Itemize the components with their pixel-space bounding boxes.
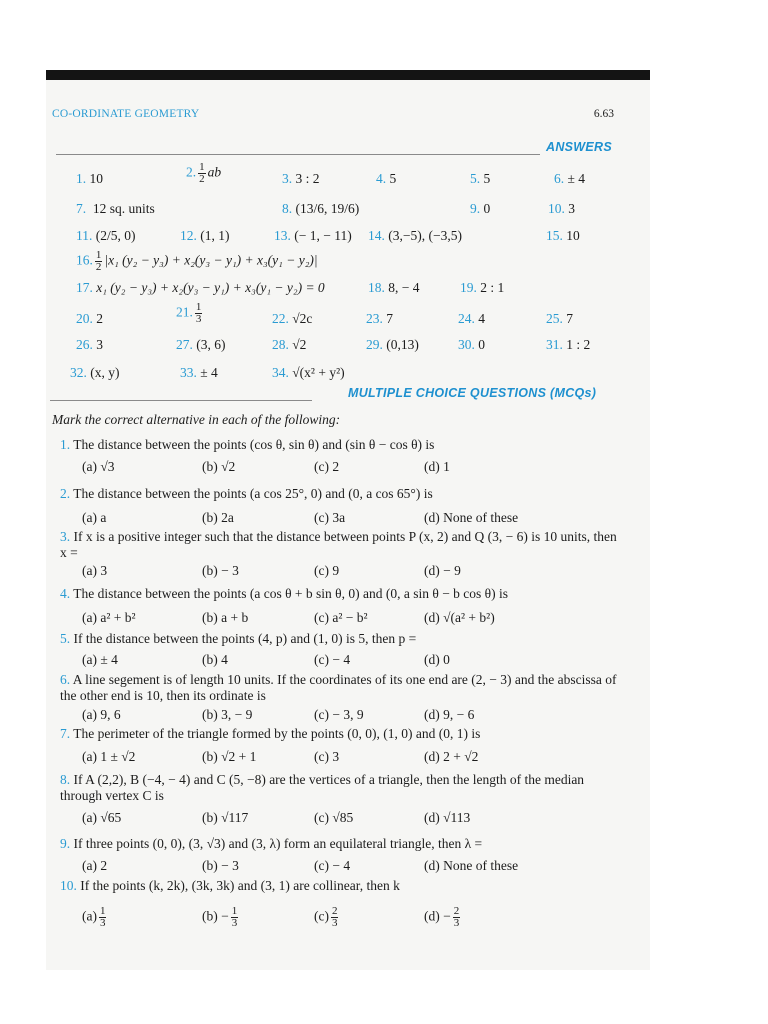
textbook-page: [46, 70, 650, 970]
fraction-numerator: 1: [99, 905, 106, 917]
question-text: A line segement is of length 10 units. If the coordinates of its one end are (2, − 3) and the abscissa of the other end is 10, then its ordinate is: [60, 672, 617, 703]
option-d: (d) 0: [424, 652, 450, 667]
answer-value: ab: [207, 164, 222, 180]
option-a: (a) √65: [82, 810, 122, 825]
options-q4: [82, 610, 642, 626]
answer-11: [76, 228, 136, 244]
question-text: If A (2,2), B (−4, − 4) and C (5, −8) are the vertices of a triangle, then the length of the median through vertex C is: [60, 772, 585, 803]
option-a: (a) ± 4: [82, 652, 118, 667]
question-text: The distance between the points (cos θ, sin θ) and (sin θ − cos θ) is: [73, 437, 435, 452]
answer-value: (− 1, − 11): [294, 228, 352, 243]
fraction: [198, 162, 206, 185]
option-c: (c) 9: [314, 563, 340, 578]
answer-number: 5.: [470, 171, 481, 186]
question-text: If the distance between the points (4, p) and (1, 0) is 5, then p =: [73, 631, 417, 646]
answer-value: 1 : 2: [566, 337, 591, 352]
answer-value: (3,−5), (−3,5): [388, 228, 462, 243]
question-5: [60, 631, 620, 647]
fraction: [99, 906, 107, 929]
option-b: (b) a + b: [202, 610, 249, 625]
answer-number: 26.: [76, 337, 93, 352]
answer-19: [460, 280, 504, 296]
answer-number: 20.: [76, 311, 93, 326]
question-number: 6.: [60, 672, 71, 687]
answer-number: 14.: [368, 228, 385, 243]
answer-number: 4.: [376, 171, 387, 186]
answer-18: [368, 280, 420, 296]
question-text: If the points (k, 2k), (3k, 3k) and (3, 1) are collinear, then k: [80, 878, 400, 893]
answer-number: 3.: [282, 171, 293, 186]
option-c: (c) − 3, 9: [314, 707, 364, 722]
answer-number: 30.: [458, 337, 475, 352]
options-q3: [82, 563, 642, 579]
option-b: (b) √117: [202, 810, 249, 825]
answer-value: √2c: [292, 311, 313, 326]
answer-23: [366, 311, 393, 327]
fraction-denominator: 2: [199, 173, 205, 185]
option-c: (c) a² − b²: [314, 610, 368, 625]
answer-17: [76, 280, 325, 296]
option-c: (c) √85: [314, 810, 354, 825]
answer-number: 15.: [546, 228, 563, 243]
answer-number: 25.: [546, 311, 563, 326]
option-a: (a) a² + b²: [82, 610, 136, 625]
answer-29: [366, 337, 419, 353]
option-c: (c) − 4: [314, 858, 351, 873]
answer-number: 24.: [458, 311, 475, 326]
answer-value: (0,13): [386, 337, 419, 352]
option-label: (a): [82, 908, 97, 924]
options-q9: [82, 858, 642, 874]
answer-13: [274, 228, 352, 244]
answer-number: 2.: [186, 164, 197, 180]
question-7: [60, 726, 620, 742]
option-b: (b) − 3: [202, 563, 239, 578]
fraction-numerator: 2: [331, 905, 338, 917]
answer-number: 29.: [366, 337, 383, 352]
option-d: (d) √(a² + b²): [424, 610, 495, 625]
answer-number: 31.: [546, 337, 563, 352]
answer-value: (x, y): [90, 365, 120, 380]
page-top-border: [46, 70, 650, 80]
option-d: (d) 2 + √2: [424, 749, 479, 764]
option-b: [202, 906, 240, 929]
question-text: If x is a positive integer such that the distance between points P (x, 2) and Q (3, − 6) is 10 units, then x =: [60, 529, 617, 560]
option-b: (b) √2 + 1: [202, 749, 257, 764]
mcq-instruction: Mark the correct alternative in each of the following:: [52, 412, 341, 427]
option-d: (d) 9, − 6: [424, 707, 475, 722]
answer-value: 12 sq. units: [92, 201, 155, 216]
fraction-denominator: 3: [99, 917, 106, 929]
option-c: (c) 3a: [314, 510, 346, 525]
answer-30: [458, 337, 485, 353]
fraction: [195, 302, 203, 325]
option-d: (d) − 9: [424, 563, 461, 578]
option-b: (b) 3, − 9: [202, 707, 253, 722]
answer-number: 16.: [76, 252, 93, 268]
fraction-denominator: 3: [453, 917, 460, 929]
option-d: (d) None of these: [424, 510, 519, 525]
answer-number: 17.: [76, 280, 93, 295]
option-b: (b) − 3: [202, 858, 239, 873]
fraction: [95, 250, 103, 273]
question-text: The distance between the points (a cos 25°, 0) and (0, a cos 65°) is: [73, 486, 433, 501]
answer-value: 0: [478, 337, 485, 352]
answer-25: [546, 311, 573, 327]
question-number: 7.: [60, 726, 71, 741]
fraction-numerator: 1: [231, 905, 238, 917]
answer-value: (3, 6): [196, 337, 226, 352]
option-c: (c) 3: [314, 749, 340, 764]
options-q10: [82, 906, 642, 936]
answers-title: ANSWERS: [546, 140, 612, 154]
answer-value: 7: [386, 311, 393, 326]
question-4: [60, 586, 620, 602]
option-c: [314, 906, 340, 929]
fraction-denominator: 3: [231, 917, 238, 929]
answer-number: 22.: [272, 311, 289, 326]
option-a: (a) 9, 6: [82, 707, 121, 722]
question-number: 4.: [60, 586, 71, 601]
question-10: [60, 878, 620, 894]
answer-number: 33.: [180, 365, 197, 380]
answer-24: [458, 311, 485, 327]
answer-3: [282, 171, 320, 187]
answers-rule: [56, 154, 540, 155]
answer-6: [554, 171, 585, 187]
answer-number: 9.: [470, 201, 481, 216]
fraction: [331, 906, 339, 929]
question-9: [60, 836, 620, 852]
question-number: 10.: [60, 878, 77, 893]
question-number: 9.: [60, 836, 71, 851]
answer-value: |x₁ (y₂ − y₃) + x₂(y₃ − y₁) + x₃(y₁ − y₂)|: [104, 252, 318, 268]
answer-8: [282, 201, 359, 217]
options-q1: [82, 459, 642, 475]
answer-number: 8.: [282, 201, 293, 216]
answer-value: (13/6, 19/6): [295, 201, 360, 216]
option-a: (a) a: [82, 510, 107, 525]
answer-number: 23.: [366, 311, 383, 326]
option-c: (c) − 4: [314, 652, 351, 667]
option-b: (b) 4: [202, 652, 228, 667]
answer-value: 3 : 2: [295, 171, 320, 186]
answer-value: 3: [96, 337, 103, 352]
answer-31: [546, 337, 590, 353]
answer-value: 0: [483, 201, 491, 216]
answer-33: [180, 365, 218, 381]
fraction-numerator: 1: [199, 161, 205, 173]
answer-number: 11.: [76, 228, 93, 243]
question-2: [60, 486, 620, 502]
question-number: 5.: [60, 631, 71, 646]
answer-number: 19.: [460, 280, 477, 295]
mcq-title: MULTIPLE CHOICE QUESTIONS (MCQs): [348, 386, 597, 400]
answer-34: [272, 365, 345, 381]
answer-number: 6.: [554, 171, 565, 186]
fraction: [231, 906, 239, 929]
options-q7: [82, 749, 642, 765]
fraction-denominator: 3: [195, 313, 202, 325]
option-d: [424, 906, 462, 929]
answer-2: [186, 162, 221, 185]
answer-12: [180, 228, 230, 244]
fraction-numerator: 1: [195, 301, 202, 313]
answer-number: 34.: [272, 365, 289, 380]
option-d: (d) 1: [424, 459, 450, 474]
fraction-numerator: 2: [453, 905, 460, 917]
answer-27: [176, 337, 226, 353]
answer-number: 1.: [76, 171, 87, 186]
answer-value: 10: [566, 228, 580, 243]
options-q2: [82, 510, 642, 526]
answer-32: [70, 365, 120, 381]
answer-number: 32.: [70, 365, 87, 380]
answer-21: [176, 302, 204, 325]
answer-value: 4: [478, 311, 485, 326]
answer-number: 27.: [176, 337, 193, 352]
answer-number: 7.: [76, 201, 87, 216]
question-number: 8.: [60, 772, 71, 787]
option-b: (b) 2a: [202, 510, 234, 525]
option-b: (b) √2: [202, 459, 236, 474]
fraction: [453, 906, 461, 929]
answer-14: [368, 228, 462, 244]
answer-number: 21.: [176, 304, 193, 320]
answer-16: [76, 250, 318, 273]
answer-28: [272, 337, 306, 353]
mcq-rule: [50, 400, 312, 401]
answer-value: 8, − 4: [388, 280, 420, 295]
answer-7: [76, 201, 155, 217]
option-a: (a) √3: [82, 459, 115, 474]
fraction-numerator: 1: [95, 249, 102, 261]
fraction-denominator: 3: [331, 917, 338, 929]
page-number: 6.63: [593, 108, 614, 120]
answer-22: [272, 311, 312, 327]
answer-value: 2: [96, 311, 103, 326]
option-a: (a) 2: [82, 858, 108, 873]
option-d: (d) √113: [424, 810, 471, 825]
answer-value: 2 : 1: [480, 280, 505, 295]
question-text: The perimeter of the triangle formed by the points (0, 0), (1, 0) and (0, 1) is: [73, 726, 481, 741]
answer-value: 7: [566, 311, 573, 326]
fraction-denominator: 2: [95, 261, 102, 273]
answer-4: [376, 171, 396, 187]
question-8: [60, 772, 620, 804]
question-1: [60, 437, 620, 453]
answer-value: 5: [389, 171, 397, 186]
question-3: [60, 529, 620, 561]
answer-value: (2/5, 0): [95, 228, 136, 243]
answer-9: [470, 201, 490, 217]
answer-15: [546, 228, 580, 244]
option-a: (a) 1 ± √2: [82, 749, 136, 764]
answer-number: 18.: [368, 280, 385, 295]
answer-1: [76, 171, 103, 187]
option-d: (d) None of these: [424, 858, 519, 873]
options-q8: [82, 810, 642, 826]
answer-value: 10: [89, 171, 103, 186]
option-label: (c): [314, 908, 329, 924]
answer-value: (1, 1): [200, 228, 230, 243]
question-number: 1.: [60, 437, 71, 452]
question-text: If three points (0, 0), (3, √3) and (3, λ) form an equilateral triangle, then λ =: [73, 836, 483, 851]
answer-value: ± 4: [200, 365, 218, 380]
option-a: [82, 906, 108, 929]
question-6: [60, 672, 620, 704]
option-c: (c) 2: [314, 459, 340, 474]
options-q6: [82, 707, 642, 723]
question-number: 3.: [60, 529, 71, 544]
answer-10: [548, 201, 575, 217]
answer-26: [76, 337, 103, 353]
answer-value: ± 4: [567, 171, 586, 186]
answer-value: 5: [483, 171, 491, 186]
answer-value: x₁ (y₂ − y₃) + x₂(y₃ − y₁) + x₃(y₁ − y₂) = 0: [96, 280, 325, 295]
chapter-header: CO-ORDINATE GEOMETRY: [52, 108, 200, 120]
answer-number: 10.: [548, 201, 565, 216]
question-text: The distance between the points (a cos θ + b sin θ, 0) and (0, a sin θ − b cos θ) is: [73, 586, 509, 601]
option-a: (a) 3: [82, 563, 108, 578]
answer-5: [470, 171, 490, 187]
answer-20: [76, 311, 103, 327]
answer-value: √2: [292, 337, 307, 352]
answer-value: √(x² + y²): [292, 365, 345, 380]
option-label: (b) −: [202, 908, 229, 924]
question-number: 2.: [60, 486, 71, 501]
options-q5: [82, 652, 642, 668]
answer-number: 12.: [180, 228, 197, 243]
option-label: (d) −: [424, 908, 451, 924]
answer-number: 13.: [274, 228, 291, 243]
answer-number: 28.: [272, 337, 289, 352]
answer-value: 3: [568, 201, 575, 216]
